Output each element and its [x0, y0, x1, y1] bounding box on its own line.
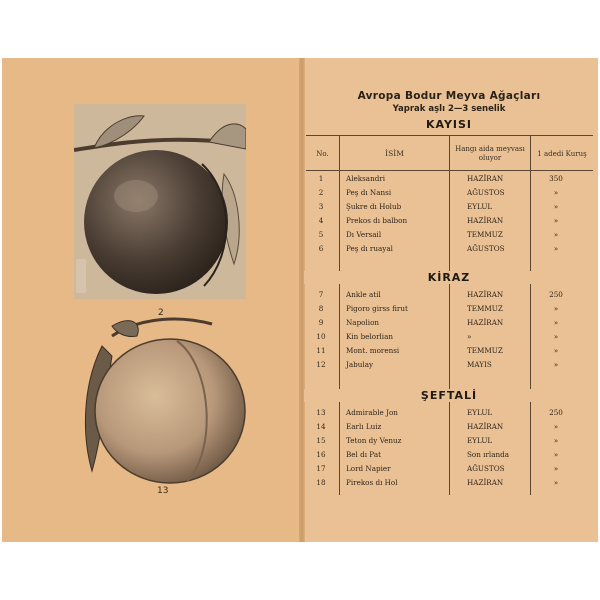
table-row [303, 346, 593, 360]
variety-name: Aleksandri [346, 174, 386, 183]
apricot-branch-drawing [74, 104, 246, 299]
unit-price: » [553, 230, 559, 239]
ripening-month: HAZİRAN [467, 216, 504, 225]
table-row [303, 174, 593, 188]
header-name: İSİM [385, 149, 404, 159]
table-row [303, 216, 593, 230]
variety-name: Lord Napier [346, 464, 391, 473]
ripening-month: HAZİRAN [467, 174, 504, 183]
ripening-month: HAZİRAN [467, 290, 504, 299]
variety-name: Dı Versail [346, 230, 382, 239]
unit-price: » [553, 188, 559, 197]
variety-name: Pigoro girss firut [346, 304, 408, 313]
table-row [303, 332, 593, 346]
table-row [303, 422, 593, 436]
unit-price: » [553, 216, 559, 225]
variety-name: Earlı Luiz [346, 422, 382, 431]
unit-price: 350 [549, 174, 563, 183]
peach-drawing [82, 316, 252, 491]
ripening-month: HAZİRAN [467, 422, 504, 431]
variety-name: Napolion [346, 318, 380, 327]
ripening-month: TEMMUZ [467, 230, 503, 239]
row-number: 7 [318, 290, 324, 299]
figure-number-top: 2 [158, 308, 164, 318]
unit-price: » [553, 422, 559, 431]
ripening-month: AĞUSTOS [467, 244, 505, 253]
row-number: 4 [318, 216, 324, 225]
unit-price: » [553, 202, 559, 211]
row-number: 9 [318, 318, 324, 327]
ripening-month: AĞUSTOS [467, 188, 505, 197]
row-number: 6 [318, 244, 324, 253]
section-title-kiraz: KİRAZ [304, 271, 594, 284]
catalog-spread [2, 58, 598, 542]
catalog-subtitle: Yaprak aşlı 2—3 senelik [392, 104, 506, 114]
row-number: 12 [316, 360, 326, 369]
table-row [303, 244, 593, 258]
variety-name: Şukre dı Holub [346, 202, 402, 211]
table-row [303, 464, 593, 478]
unit-price: » [553, 346, 559, 355]
ripening-month: HAZİRAN [467, 478, 504, 487]
unit-price: 250 [549, 408, 563, 417]
ripening-month: EYLUL [467, 202, 493, 211]
variety-name: Peş dı Nansi [346, 188, 392, 197]
variety-name: Prekos dı balbon [346, 216, 408, 225]
table-row [303, 188, 593, 202]
table-row [303, 202, 593, 216]
table-row [303, 318, 593, 332]
unit-price: » [553, 464, 559, 473]
ripening-month: TEMMUZ [467, 346, 503, 355]
table-row [303, 360, 593, 374]
header-month: Hangı aida meyvası oluyor [455, 145, 525, 162]
section-title-seftali: ŞEFTALİ [304, 389, 594, 402]
variety-name: Jabulay [346, 360, 374, 369]
row-number: 16 [316, 450, 326, 459]
ripening-month: HAZİRAN [467, 318, 504, 327]
table-row [303, 230, 593, 244]
row-number: 11 [316, 346, 326, 355]
variety-name: Mont. morensi [346, 346, 400, 355]
section-title-kayisi: KAYISI [425, 118, 473, 131]
row-number: 10 [316, 332, 326, 341]
row-number: 17 [316, 464, 326, 473]
unit-price: » [553, 478, 559, 487]
table-row [303, 408, 593, 422]
row-number: 14 [316, 422, 326, 431]
table-row [303, 450, 593, 464]
unit-price: » [553, 332, 559, 341]
row-number: 13 [316, 408, 326, 417]
row-number: 8 [318, 304, 324, 313]
unit-price: » [553, 436, 559, 445]
ripening-month: EYLUL [467, 436, 493, 445]
variety-name: Kin belorlian [346, 332, 394, 341]
apricot-illustration-plate [74, 104, 246, 299]
variety-name: Admirable Jon [346, 408, 398, 417]
row-number: 15 [316, 436, 326, 445]
variety-name: Pirekos dı Hol [346, 478, 398, 487]
ripening-month: TEMMUZ [467, 304, 503, 313]
table-row [303, 478, 593, 492]
row-number: 3 [318, 202, 324, 211]
unit-price: » [553, 450, 559, 459]
unit-price: » [553, 304, 559, 313]
ripening-month: MAYIS [467, 360, 492, 369]
unit-price: » [553, 244, 559, 253]
table-row [303, 304, 593, 318]
row-number: 2 [318, 188, 324, 197]
row-number: 1 [318, 174, 324, 183]
variety-name: Ankle atil [346, 290, 381, 299]
unit-price: » [553, 318, 559, 327]
unit-price: » [553, 360, 559, 369]
ripening-month: AĞUSTOS [467, 464, 505, 473]
row-number: 5 [318, 230, 324, 239]
catalog-title: Avropa Bodur Meyva Ağaçları [357, 90, 541, 102]
ripening-month: EYLUL [467, 408, 493, 417]
variety-name: Teton dy Venuz [346, 436, 402, 445]
variety-name: Bel dı Pat [346, 450, 381, 459]
ripening-month: » [467, 332, 472, 341]
table-row [303, 436, 593, 450]
row-number: 18 [316, 478, 326, 487]
unit-price: 250 [549, 290, 563, 299]
figure-number-bottom: 13 [157, 486, 169, 496]
header-no: No. [316, 149, 329, 158]
table-row [303, 290, 593, 304]
header-price: 1 adedi Kuruş [537, 149, 587, 158]
variety-name: Peş dı ruayal [346, 244, 393, 253]
ripening-month: Son ırlanda [467, 450, 509, 459]
